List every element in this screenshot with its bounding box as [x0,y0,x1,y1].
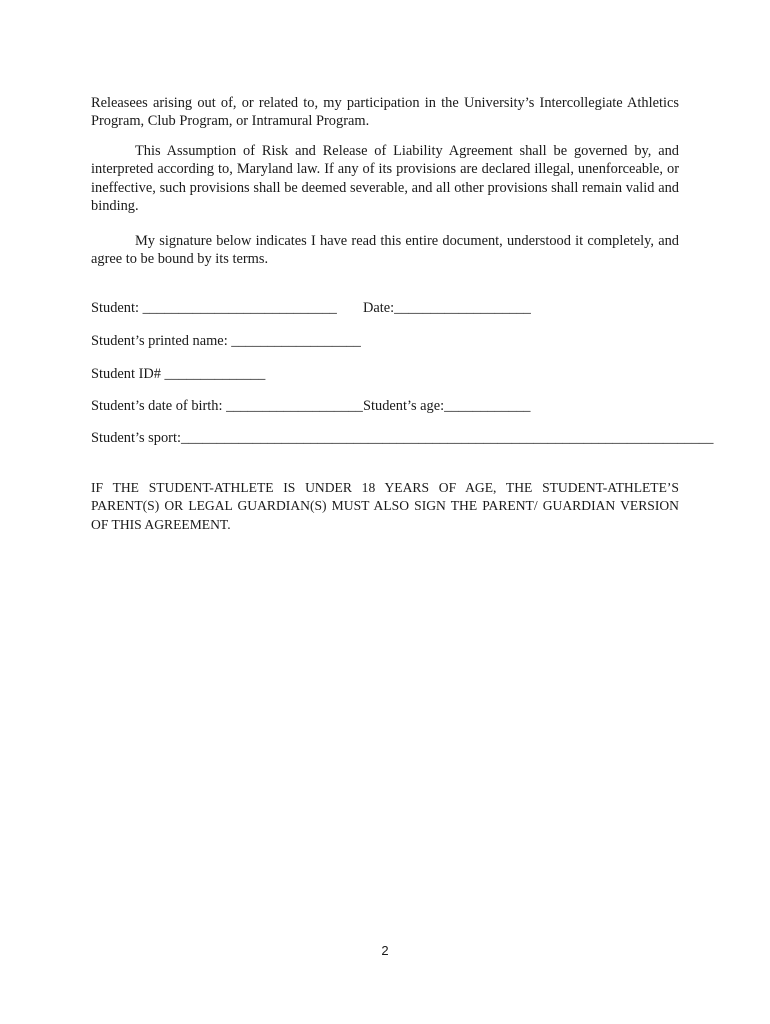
age-field[interactable]: Student’s age:____________ [363,398,531,414]
governing-law-paragraph: This Assumption of Risk and Release of Liability Agreement shall be governed by, and interpreted according to, Maryland law. If any of its provisions are declared illegal, unenforceable, or ineffective, such provisions shall be deemed severable, and all other provisions shall remain valid and binding. [91,143,679,215]
guardian-notice: IF THE STUDENT-ATHLETE IS UNDER 18 YEARS OF AGE, THE STUDENT-ATHLETE’S PARENT(S) OR LEGAL GUARDIAN(S) MUST ALSO SIGN THE PARENT/ GUARDIAN VERSION OF THIS AGREEMENT. [91,480,679,532]
date-field[interactable]: Date:___________________ [363,300,531,316]
student-id-field[interactable]: Student ID# ______________ [91,366,266,382]
sport-field[interactable]: Student’s sport:__________________________________________________________________________ [91,430,714,446]
date-of-birth-field[interactable]: Student’s date of birth: ___________________ [91,398,363,414]
page-number: 2 [381,943,389,958]
student-signature-field[interactable]: Student: ___________________________ [91,300,337,316]
printed-name-field[interactable]: Student’s printed name: __________________ [91,333,361,349]
release-paragraph: Releasees arising out of, or related to, my participation in the University’s Intercollegiate Athletics Program, Club Program, or Intramural Program. [91,95,679,130]
signature-acknowledgment-paragraph: My signature below indicates I have read this entire document, understood it completely, and agree to be bound by its terms. [91,233,679,268]
